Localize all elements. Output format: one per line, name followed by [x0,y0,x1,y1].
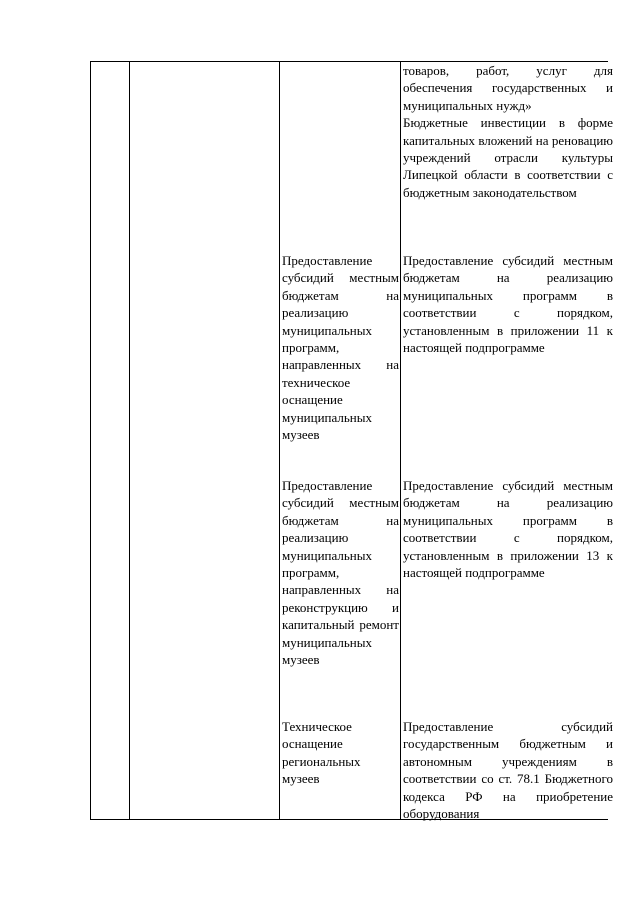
column-divider-1 [129,62,130,819]
row-2-event-name: Предоставление субсидий местным бюджетам на реализацию муниципальных программ, направленных на техническое оснащение муниципальных музеев [282,253,399,443]
row-2-description: Предоставление субсидий местным бюджетам на реализацию муниципальных программ в соответствии с порядком, установленным в приложении 11 к настоящей подпрограмме [403,253,613,356]
row-3-event-name: Предоставление субсидий местным бюджетам на реализацию муниципальных программ, направленных на реконструкцию и капитальный ремонт муниципальных музеев [282,478,399,668]
row-4-event-name: Техническое оснащение региональных музеев [282,719,361,787]
row-1-description-part-2: Бюджетные инвестиции в форме капитальных вложений на реновацию учреждений отрасли культуры Липецкой области в соответствии с бюджетным законодательством [403,115,613,200]
column-divider-2 [279,62,280,819]
program-table [90,61,613,822]
row-1-description-part-1: товаров, работ, услуг для обеспечения государственных и муниципальных нужд» [403,63,613,113]
row-4-description: Предоставление субсидий государственным бюджетным и автономным учреждениям в соответствии со ст. 78.1 Бюджетного кодекса РФ на приобретение оборудования [403,719,613,822]
row-1-description [403,62,613,201]
column-divider-3 [400,62,401,819]
row-3-description: Предоставление субсидий местным бюджетам на реализацию муниципальных программ в соответствии с порядком, установленным в приложении 13 к настоящей подпрограмме [403,478,613,581]
